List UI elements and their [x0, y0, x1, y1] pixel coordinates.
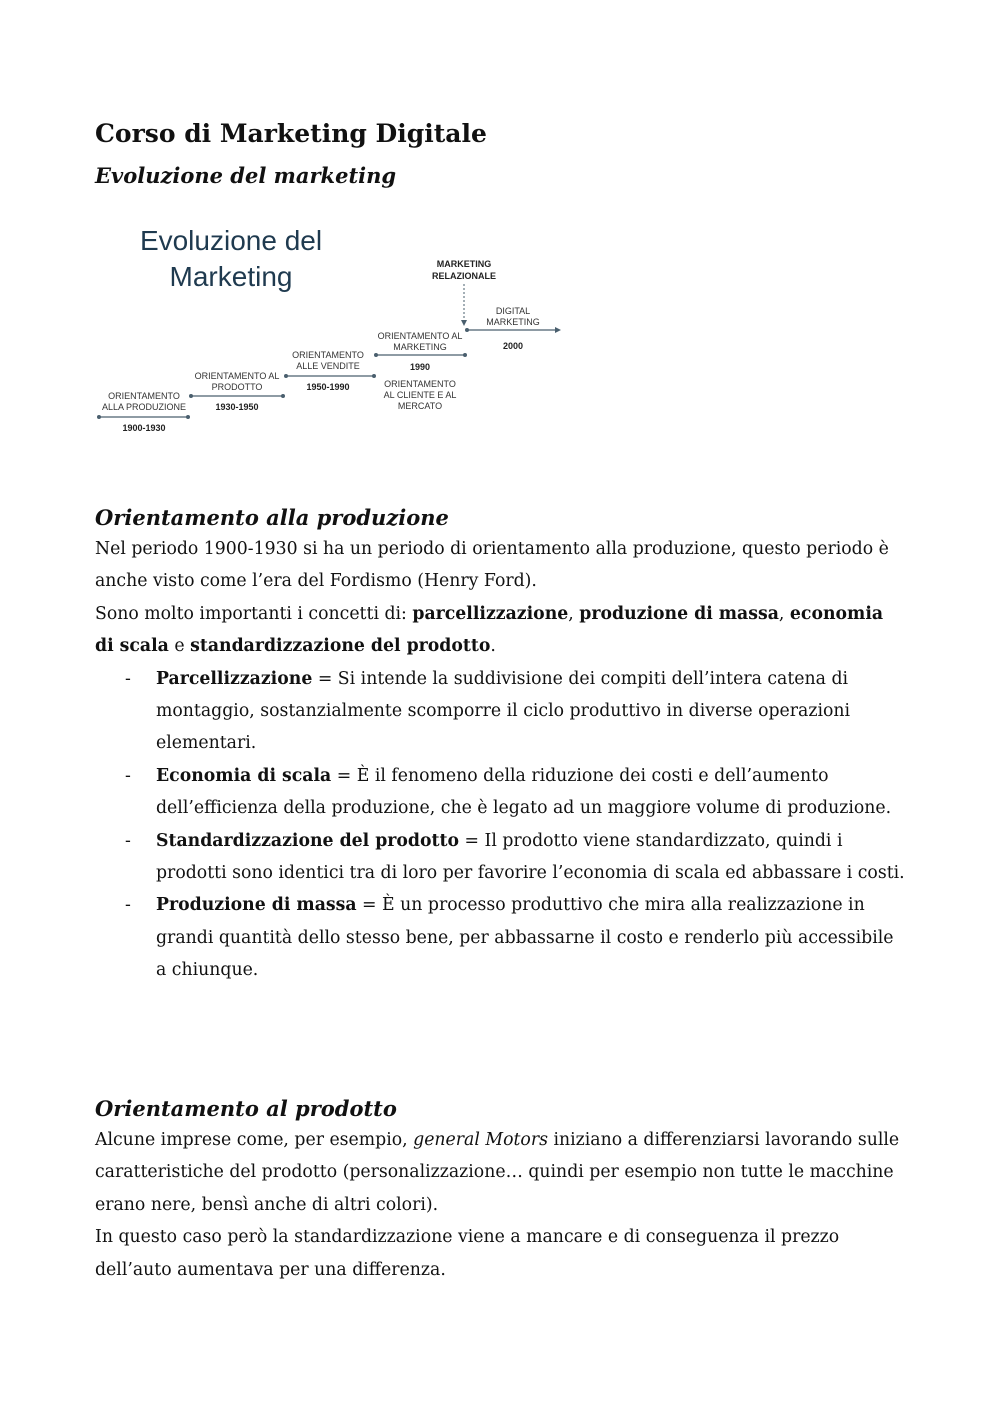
p2-term-standardizzazione: standardizzazione del prodotto	[190, 636, 491, 657]
list-item	[95, 663, 905, 760]
p2-sep-1: ,	[568, 603, 580, 624]
list-item-term: Parcellizzazione	[156, 668, 313, 689]
section-production	[95, 503, 905, 987]
p2-term-produzione-massa: produzione di massa	[579, 603, 779, 624]
section-production-heading: Orientamento alla produzione	[95, 505, 449, 530]
stage-5-period: 2000	[502, 341, 524, 351]
stage-3-dot-end	[372, 374, 376, 378]
section-product	[95, 1094, 905, 1286]
p1-post: iniziano a differenziarsi lavorando sulle caratteristiche del prodotto (personalizzazione… quindi per esempio non tutte le macchine erano nere, bensì anche di altri colori).	[95, 1130, 900, 1215]
stage-3-dot-start	[284, 374, 288, 378]
stage-2-label2: PRODOTTO	[211, 382, 263, 392]
section-product-paragraph-1	[95, 1124, 905, 1221]
timeline-diagram	[95, 212, 575, 444]
marketing-evolution-figure	[95, 212, 575, 444]
figure-heading-line2: Marketing	[169, 261, 293, 292]
stage-3-label2: ALLE VENDITE	[296, 361, 360, 371]
list-item-text: = È il fenomeno della riduzione dei costi e dell’aumento dell’efficienza della produzione, che è legato ad un maggiore volume di produzione.	[156, 765, 892, 819]
cliente-line3: MERCATO	[397, 401, 443, 411]
stage-4-dot-start	[374, 353, 378, 357]
cliente-line2: AL CLIENTE E AL	[383, 390, 457, 400]
stage-2-dot-end	[281, 394, 285, 398]
stage-4-dot-end	[463, 353, 467, 357]
stage-2-period: 1930-1950	[215, 402, 259, 412]
document-title: Corso di Marketing Digitale	[95, 119, 487, 148]
stage-4-label2: MARKETING	[393, 342, 447, 352]
section-production-paragraph-2	[95, 598, 905, 663]
stage-1-dot-start	[97, 415, 101, 419]
stage-5-label2: MARKETING	[486, 317, 540, 327]
stage-3-period: 1950-1990	[306, 382, 350, 392]
list-bullet: -	[125, 830, 131, 851]
stage-5-arrowhead	[555, 327, 561, 333]
concepts-list	[95, 663, 905, 987]
list-item-term: Produzione di massa	[156, 895, 357, 916]
p2-sep-3: e	[168, 636, 191, 657]
list-item-term: Standardizzazione del prodotto	[156, 830, 460, 851]
p1-company-name: general Motors	[413, 1130, 548, 1150]
section-product-paragraph-2: In questo caso però la standardizzazione viene a mancare e di conseguenza il prezzo dell’auto aumentava per una differenza.	[95, 1227, 840, 1280]
list-bullet: -	[125, 895, 131, 916]
stage-4-period: 1990	[409, 362, 431, 372]
list-item-text: = Si intende la suddivisione dei compiti dell’intera catena di montaggio, sostanzialmente scomporre il ciclo produttivo in diverse operazioni elementari.	[156, 668, 851, 754]
document-subtitle: Evoluzione del marketing	[95, 163, 397, 188]
section-production-paragraph-1: Nel periodo 1900-1930 si ha un periodo di orientamento alla produzione, questo periodo è anche visto come l’era del Fordismo (Henry Ford).	[95, 539, 889, 592]
section-product-heading: Orientamento al prodotto	[95, 1096, 397, 1121]
relazionale-line2: RELAZIONALE	[432, 271, 496, 281]
p1-pre: Alcune imprese come, per esempio,	[95, 1130, 414, 1150]
relazionale-line1: MARKETING	[436, 259, 492, 269]
stage-1-label2: ALLA PRODUZIONE	[101, 402, 187, 412]
list-item	[95, 825, 905, 890]
stage-3-label1: ORIENTAMENTO	[292, 350, 364, 360]
relazionale-arrowhead	[461, 320, 467, 326]
p2-term-parcellizzazione: parcellizzazione	[412, 603, 569, 624]
p2-term-economia-scala: economia di scala	[95, 603, 884, 657]
list-item-text: = È un processo produttivo che mira alla realizzazione in grandi quantità dello stesso bene, per abbassarne il costo e renderlo più accessibile a chiunque.	[156, 895, 894, 981]
list-bullet: -	[125, 765, 131, 786]
stage-5-dot-start	[465, 328, 469, 332]
p2-pre: Sono molto importanti i concetti di:	[95, 603, 413, 624]
stage-1-dot-end	[186, 415, 190, 419]
list-item	[95, 889, 905, 986]
figure-heading-line1: Evoluzione del	[139, 225, 323, 256]
list-bullet: -	[125, 668, 131, 689]
stage-5-label1: DIGITAL	[495, 306, 531, 316]
p2-end: .	[490, 636, 496, 657]
list-item-text: = Il prodotto viene standardizzato, quindi i prodotti sono identici tra di loro per favorire l’economia di scala ed abbassare i costi.	[156, 830, 905, 884]
cliente-line1: ORIENTAMENTO	[384, 379, 456, 389]
stage-2-label1: ORIENTAMENTO AL	[194, 371, 280, 381]
stage-1-period: 1900-1930	[122, 423, 166, 433]
stage-1-label1: ORIENTAMENTO	[108, 391, 180, 401]
list-item-term: Economia di scala	[156, 765, 332, 786]
stage-2-dot-start	[189, 394, 193, 398]
p2-sep-2: ,	[778, 603, 790, 624]
list-item	[95, 760, 905, 825]
stage-4-label1: ORIENTAMENTO AL	[377, 331, 463, 341]
